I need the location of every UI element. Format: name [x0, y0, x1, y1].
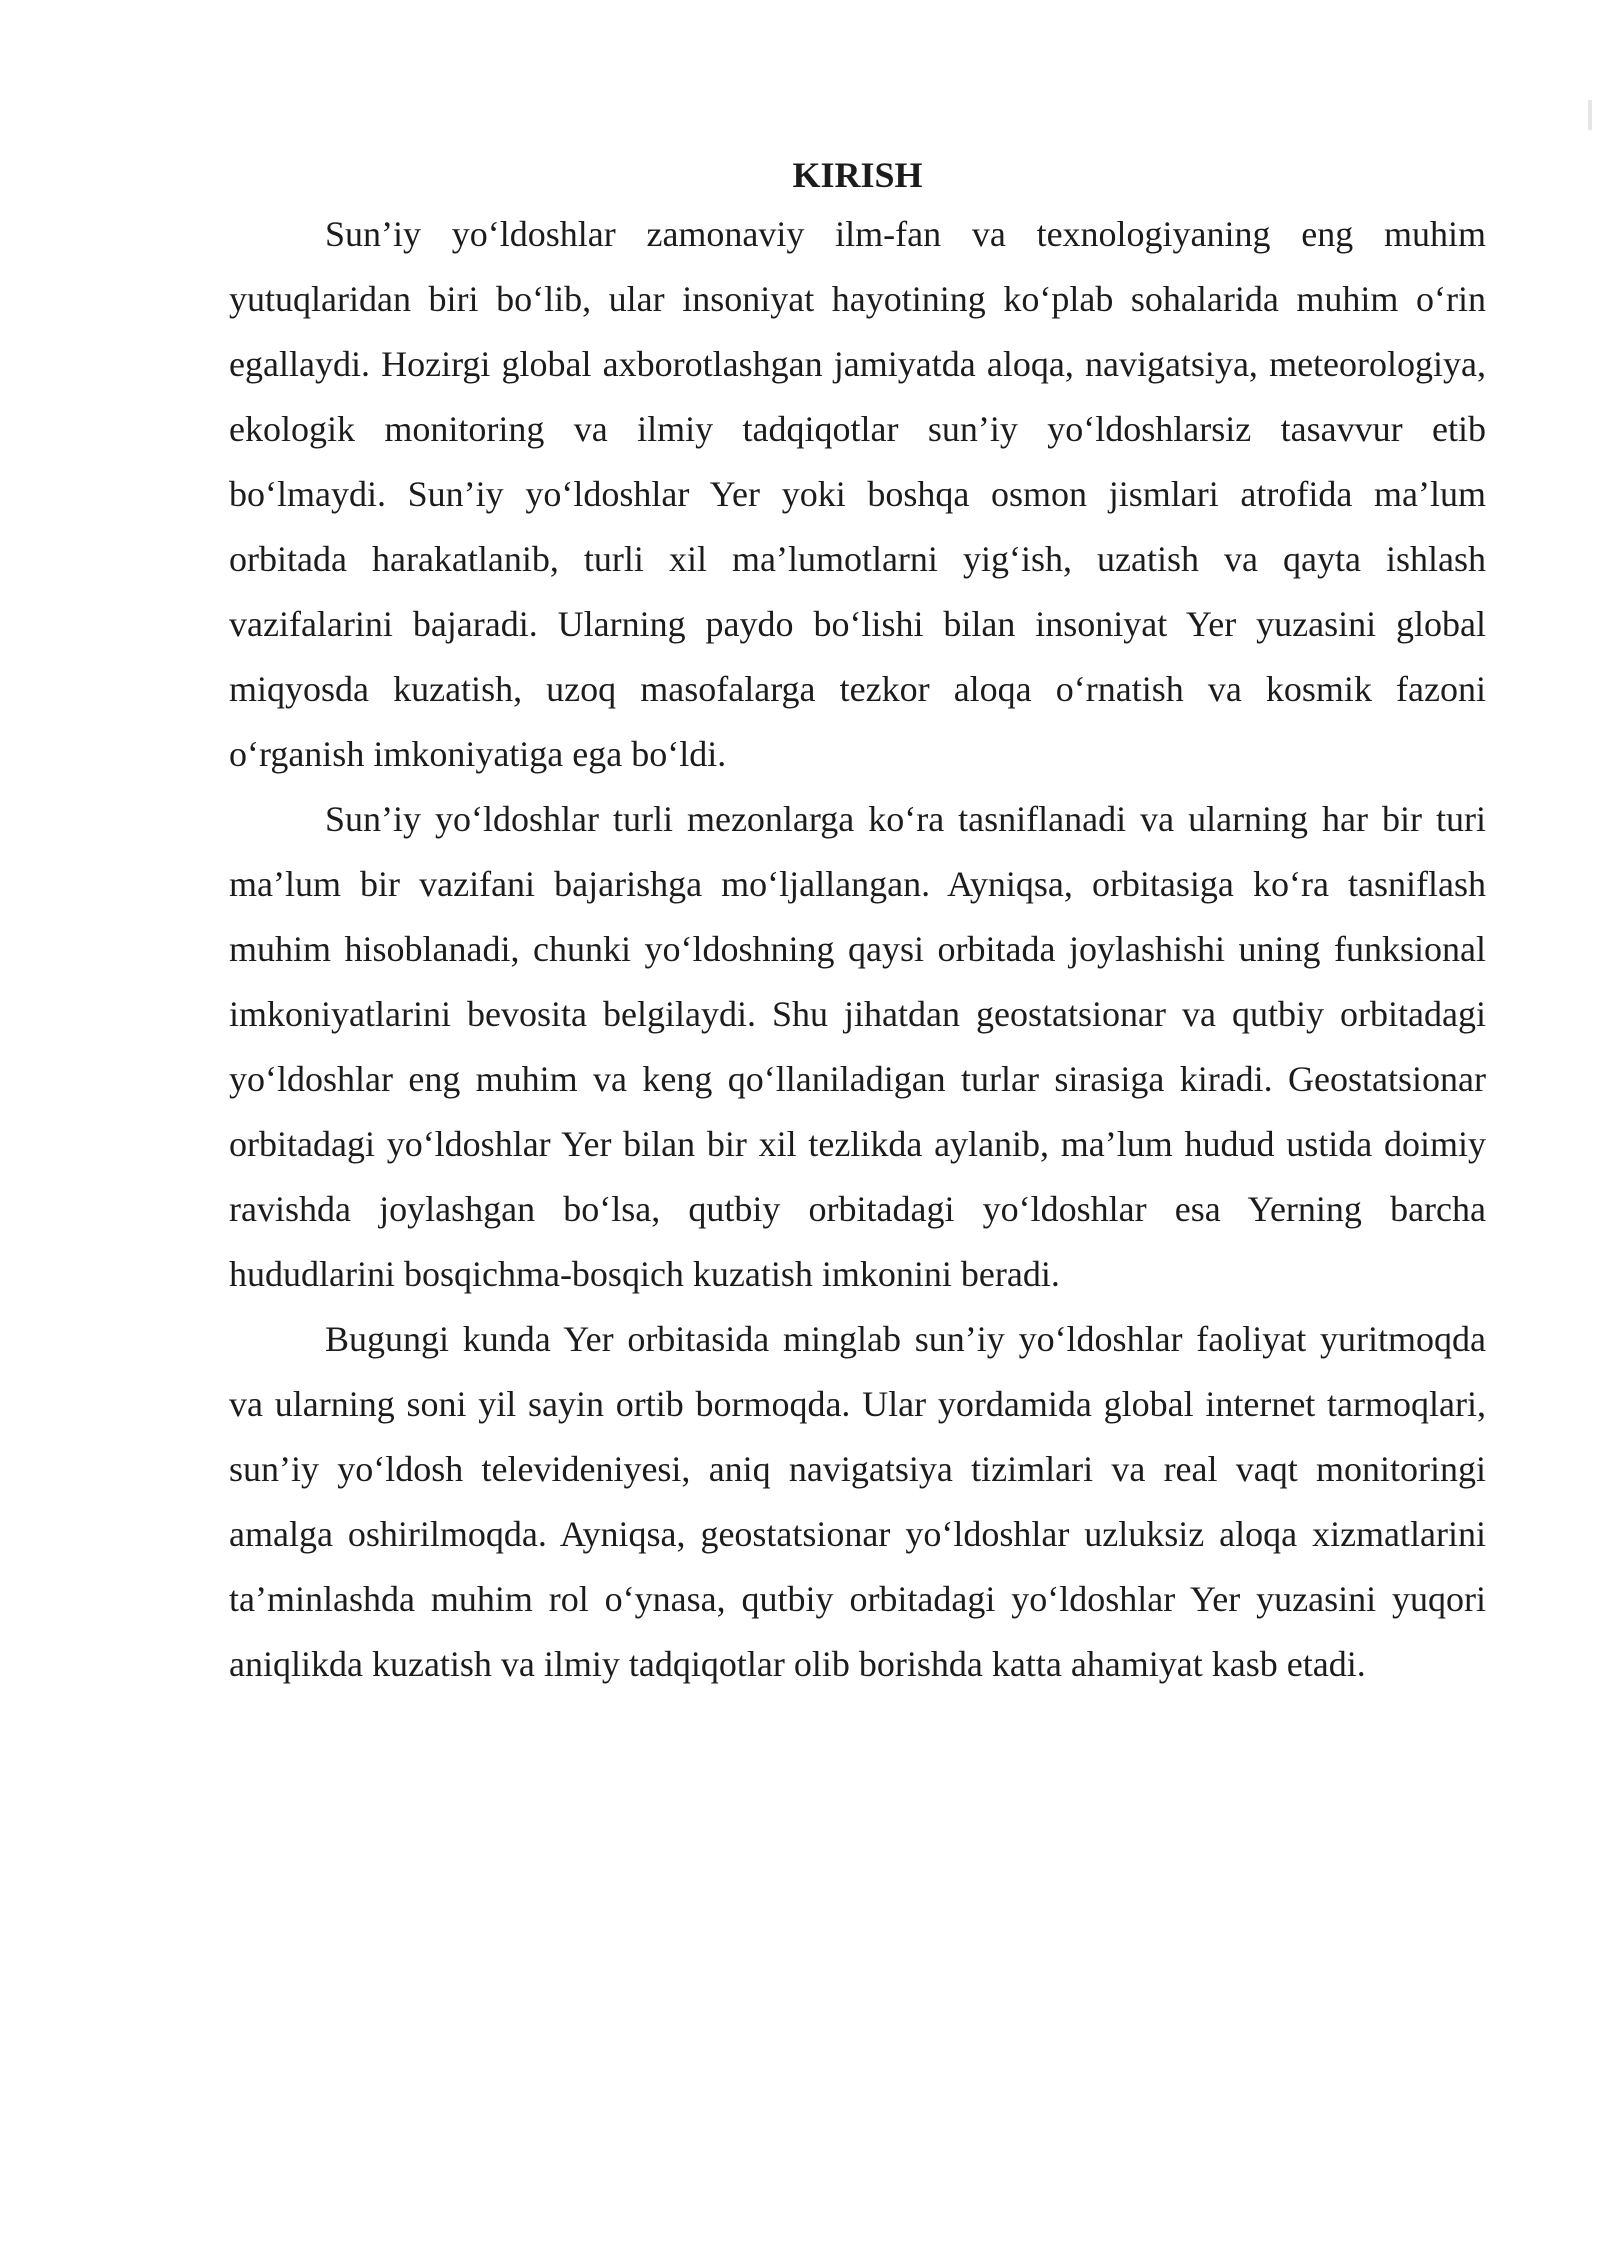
page-content [229, 148, 1486, 1697]
paragraph-1: Sun’iy yo‘ldoshlar zamonaviy ilm-fan va texnologiyaning eng muhim yutuqlaridan biri bo‘lib, ular insoniyat hayotining ko‘plab sohalarida muhim o‘rin egallaydi. Hozirgi global axborotlashgan jamiyatda aloqa, navigatsiya, meteorologiya, ekologik monitoring va ilmiy tadqiqotlar sun’iy yo‘ldoshlarsiz tasavvur etib bo‘lmaydi. Sun’iy yo‘ldoshlar Yer yoki boshqa osmon jismlari atrofida ma’lum orbitada harakatlanib, turli xil ma’lumotlarni yig‘ish, uzatish va qayta ishlash vazifalarini bajaradi. Ularning paydo bo‘lishi bilan insoniyat Yer yuzasini global miqyosda kuzatish, uzoq masofalarga tezkor aloqa o‘rnatish va kosmik fazoni o‘rganish imkoniyatiga ega bo‘ldi. [229, 214, 1486, 774]
paragraph-2: Sun’iy yo‘ldoshlar turli mezonlarga ko‘ra tasniflanadi va ularning har bir turi ma’lum bir vazifani bajarishga mo‘ljallangan. Ayniqsa, orbitasiga ko‘ra tasniflash muhim hisoblanadi, chunki yo‘ldoshning qaysi orbitada joylashishi uning funksional imkoniyatlarini bevosita belgilaydi. Shu jihatdan geostatsionar va qutbiy orbitadagi yo‘ldoshlar eng muhim va keng qo‘llaniladigan turlar sirasiga kiradi. Geostatsionar orbitadagi yo‘ldoshlar Yer bilan bir xil tezlikda aylanib, ma’lum hudud ustida doimiy ravishda joylashgan bo‘lsa, qutbiy orbitadagi yo‘ldoshlar esa Yerning barcha hududlarini bosqichma-bosqich kuzatish imkonini beradi. [229, 799, 1486, 1294]
page-title: KIRISH [792, 155, 923, 195]
page-edge-mark [1588, 100, 1592, 130]
paragraph-3: Bugungi kunda Yer orbitasida minglab sun’iy yo‘ldoshlar faoliyat yuritmoqda va ularning soni yil sayin ortib bormoqda. Ular yordamida global internet tarmoqlari, sun’iy yo‘ldosh televideniyesi, aniq navigatsiya tizimlari va real vaqt monitoringi amalga oshirilmoqda. Ayniqsa, geostatsionar yo‘ldoshlar uzluksiz aloqa xizmatlarini ta’minlashda muhim rol o‘ynasa, qutbiy orbitadagi yo‘ldoshlar Yer yuzasini yuqori aniqlikda kuzatish va ilmiy tadqiqotlar olib borishda katta ahamiyat kasb etadi. [229, 1319, 1486, 1684]
